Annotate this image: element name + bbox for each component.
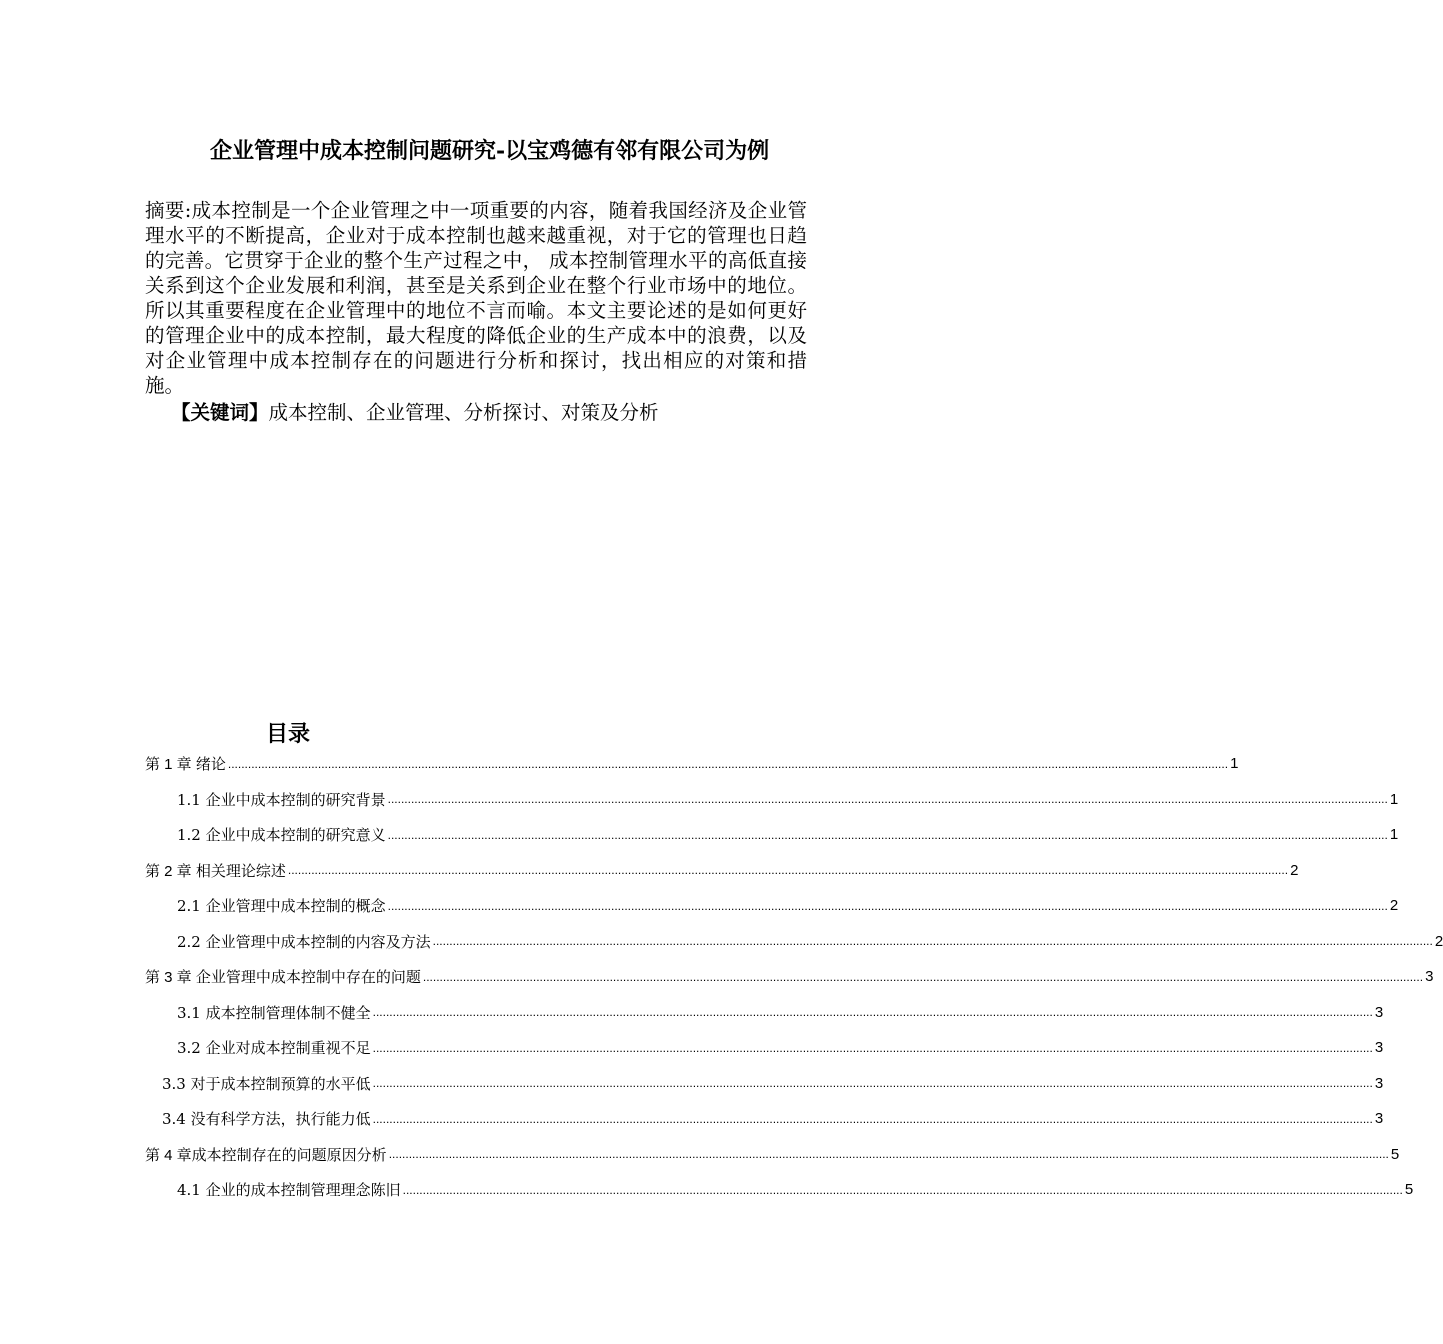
toc-entry-title: 1.2 企业中成本控制的研究意义	[177, 826, 386, 845]
toc-heading: 目录	[266, 721, 311, 747]
toc-entry-title: 第 2 章 相关理论综述	[145, 862, 286, 880]
abstract-paragraph: 摘要:成本控制是一个企业管理之中一项重要的内容，随着我国经济及企业管理水平的不断提高，企业对于成本控制也越来越重视，对于它的管理也日趋的完善。它贯穿于企业的整个生产过程之中， 成本控制管理水平的高低直接关系到这个企业发展和利润，甚至是关系到企业在整个行业市场中的地位。所以其重要程度在企业管理中的地位不言而喻。本文主要论述的是如何更好的管理企业中的成本控制，最大程度的降低企业的生产成本中的浪费，以及对企业管理中成本控制存在的问题进行分析和探讨，找出相应的对策和措施。	[145, 199, 807, 397]
toc-entry[interactable]	[145, 853, 1299, 889]
toc-entry-title: 第 4 章成本控制存在的问题原因分析	[145, 1146, 387, 1164]
toc-page-number: 1	[1230, 755, 1239, 773]
toc-page-number: 5	[1404, 1181, 1414, 1199]
toc-leader-dots: ............................................................................................................................................................................................................................................................................................................	[422, 969, 1424, 984]
toc-page-number: 1	[1389, 790, 1399, 808]
toc-entry-title: 1.1 企业中成本控制的研究背景	[177, 790, 386, 809]
table-of-contents	[145, 746, 1443, 1208]
toc-entry[interactable]	[145, 1137, 1400, 1173]
toc-leader-dots: ............................................................................................................................................................................................................................................................................................................	[372, 1076, 1373, 1091]
toc-entry[interactable]	[145, 888, 1399, 924]
toc-page-number: 3	[1374, 1074, 1384, 1092]
toc-entry-title: 3.3 对于成本控制预算的水平低	[162, 1074, 371, 1093]
toc-entry[interactable]	[145, 782, 1399, 818]
toc-leader-dots: ............................................................................................................................................................................................................................................................................................................	[432, 934, 1433, 949]
toc-leader-dots: ............................................................................................................................................................................................................................................................................................................	[402, 1182, 1403, 1197]
toc-entry[interactable]	[145, 1172, 1414, 1208]
keywords-line	[145, 400, 807, 425]
toc-entry[interactable]	[145, 1101, 1384, 1137]
toc-entry-title: 3.2 企业对成本控制重视不足	[177, 1039, 371, 1058]
toc-page-number: 3	[1374, 1039, 1384, 1057]
toc-entry[interactable]	[145, 995, 1384, 1031]
toc-leader-dots: ............................................................................................................................................................................................................................................................................................................	[387, 827, 1388, 842]
toc-page-number: 1	[1389, 826, 1399, 844]
toc-page-number: 5	[1390, 1145, 1400, 1163]
toc-page-number: 2	[1434, 932, 1443, 950]
toc-entry-title: 4.1 企业的成本控制管理理念陈旧	[177, 1181, 401, 1200]
toc-entry[interactable]	[145, 1066, 1384, 1102]
toc-leader-dots: ............................................................................................................................................................................................................................................................................................................	[372, 1005, 1373, 1020]
toc-entry[interactable]	[145, 1030, 1384, 1066]
toc-entry-title: 3.4 没有科学方法，执行能力低	[162, 1110, 371, 1129]
toc-entry-title: 第 3 章 企业管理中成本控制中存在的问题	[145, 969, 421, 987]
keywords-label: 【关键词】	[171, 401, 269, 424]
toc-page-number: 2	[1389, 897, 1399, 915]
toc-leader-dots: ............................................................................................................................................................................................................................................................................................................	[372, 1040, 1373, 1055]
toc-entry-title: 第 1 章 绪论	[145, 756, 226, 774]
toc-page-number: 3	[1374, 1003, 1384, 1021]
toc-page-number: 2	[1290, 861, 1299, 879]
keywords-text: 成本控制、企业管理、分析探讨、对策及分析	[268, 401, 659, 424]
toc-entry[interactable]	[145, 746, 1239, 782]
toc-leader-dots: ............................................................................................................................................................................................................................................................................................................	[372, 1111, 1373, 1126]
toc-entry-title: 2.2 企业管理中成本控制的内容及方法	[177, 932, 431, 951]
toc-entry-title: 3.1 成本控制管理体制不健全	[177, 1003, 371, 1022]
toc-leader-dots: ............................................................................................................................................................................................................................................................................................................	[387, 792, 1388, 807]
toc-leader-dots: ............................................................................................................................................................................................................................................................................................................	[227, 756, 1229, 771]
toc-leader-dots: ............................................................................................................................................................................................................................................................................................................	[287, 863, 1289, 878]
toc-leader-dots: ............................................................................................................................................................................................................................................................................................................	[388, 1147, 1389, 1162]
toc-page-number: 3	[1425, 968, 1434, 986]
toc-page-number: 3	[1374, 1110, 1384, 1128]
toc-entry[interactable]	[145, 959, 1434, 995]
document-title: 企业管理中成本控制问题研究-以宝鸡德有邻有限公司为例	[210, 138, 770, 164]
toc-entry-title: 2.1 企业管理中成本控制的概念	[177, 897, 386, 916]
toc-entry[interactable]	[145, 817, 1399, 853]
toc-entry[interactable]	[145, 924, 1443, 960]
toc-leader-dots: ............................................................................................................................................................................................................................................................................................................	[387, 898, 1388, 913]
